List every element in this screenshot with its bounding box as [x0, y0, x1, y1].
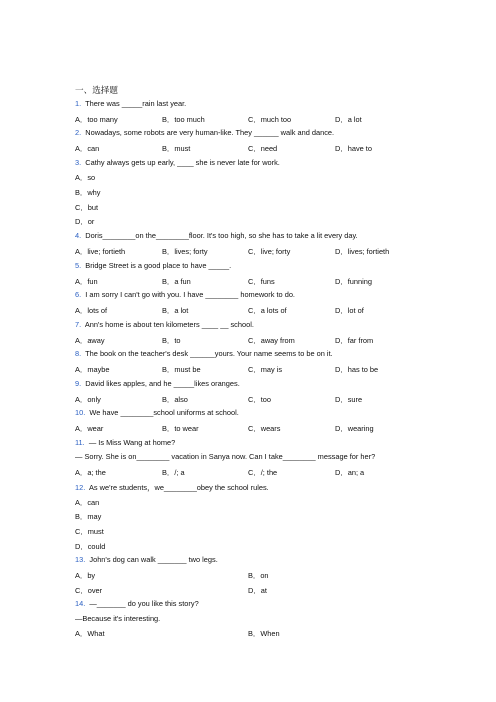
question-text: Nowadays, some robots are very human-like. They ______ walk and dance. — [85, 128, 335, 137]
question-text: — Is Miss Wang at home? — [88, 438, 176, 447]
question-text: John's dog can walk _______ two legs. — [89, 555, 218, 564]
question-number: 13. — [75, 555, 86, 564]
question-text: Doris________on the________floor. It's too high, so she has to take a lit every day. — [85, 231, 358, 240]
question-number: 7. — [75, 320, 82, 329]
option: A．too many — [75, 115, 118, 124]
option: D．could — [75, 542, 106, 551]
question-6 — [75, 290, 295, 299]
option: B．to wear — [162, 424, 199, 433]
question-number: 8. — [75, 349, 82, 358]
option: B．on — [248, 571, 269, 580]
option: A．wear — [75, 424, 104, 433]
option: C．much too — [248, 115, 292, 124]
option: B．must be — [162, 365, 201, 374]
question-number: 6. — [75, 290, 82, 299]
question-number: 10. — [75, 408, 86, 417]
option: A．fun — [75, 277, 98, 286]
option: B．a fun — [162, 277, 191, 286]
option: B．to — [162, 336, 181, 345]
question-text: The book on the teacher's desk ______yours. Your name seems to be on it. — [85, 349, 333, 358]
option: A．by — [75, 571, 96, 580]
question-number: 9. — [75, 379, 82, 388]
option: C．/; the — [248, 468, 278, 477]
option: C．too — [248, 395, 272, 404]
option: D．have to — [335, 144, 372, 153]
option: B．/; a — [162, 468, 185, 477]
question-8 — [75, 349, 333, 358]
question-number: 14. — [75, 599, 86, 608]
question-14 — [75, 599, 199, 608]
question-text: I am sorry I can't go with you. I have ________ homework to do. — [85, 290, 295, 299]
question-number: 1. — [75, 99, 82, 108]
question-4 — [75, 231, 358, 240]
question-text: There was _____rain last year. — [85, 99, 187, 108]
option: C．a lots of — [248, 306, 287, 315]
question-text: —_______ do you like this story? — [89, 599, 199, 608]
question-number: 2. — [75, 128, 82, 137]
option: A．maybe — [75, 365, 110, 374]
question-text: Bridge Street is a good place to have _____. — [85, 261, 232, 270]
option: C．may is — [248, 365, 283, 374]
question-text: As we're students，we________obey the school rules. — [88, 483, 269, 492]
question-9 — [75, 379, 240, 388]
question-text: Cathy always gets up early, ____ she is never late for work. — [85, 158, 280, 167]
option: B．a lot — [162, 306, 189, 315]
question-text: We have ________school uniforms at school. — [89, 408, 239, 417]
question-11 — [75, 438, 175, 447]
option: A．What — [75, 629, 105, 638]
question-3 — [75, 158, 280, 167]
option: D．funning — [335, 277, 372, 286]
option: B．When — [248, 629, 280, 638]
question-number: 11. — [75, 438, 85, 447]
option: D．a lot — [335, 115, 362, 124]
option: B．may — [75, 512, 102, 521]
option: C．funs — [248, 277, 275, 286]
option: C．over — [75, 586, 103, 595]
option: B．also — [162, 395, 188, 404]
option: D．or — [75, 217, 95, 226]
option: A．lots of — [75, 306, 108, 315]
option: A．away — [75, 336, 105, 345]
question-10 — [75, 408, 239, 417]
option: C．but — [75, 203, 99, 212]
question-text-continued: —Because it's interesting. — [75, 614, 161, 623]
question-text: David likes apples, and he _____likes oranges. — [85, 379, 240, 388]
option: A．a; the — [75, 468, 106, 477]
option: A．so — [75, 173, 96, 182]
option: D．has to be — [335, 365, 379, 374]
option: D．at — [248, 586, 267, 595]
option: A．can — [75, 144, 100, 153]
option: A．live; fortieth — [75, 247, 126, 256]
option: A．can — [75, 498, 100, 507]
question-text: Ann's home is about ten kilometers ____ __ school. — [84, 320, 254, 329]
question-2 — [75, 128, 334, 137]
option: D．lot of — [335, 306, 364, 315]
question-text-continued: — Sorry. She is on________ vacation in Sanya now. Can I take________ message for her? — [75, 452, 376, 461]
option: A．only — [75, 395, 101, 404]
question-7 — [75, 320, 254, 329]
question-5 — [75, 261, 231, 270]
option: B．must — [162, 144, 191, 153]
question-number: 12. — [75, 483, 86, 492]
option: B．lives; forty — [162, 247, 208, 256]
option: D．wearing — [335, 424, 374, 433]
question-13 — [75, 555, 218, 564]
question-1 — [75, 99, 186, 108]
question-number: 5. — [75, 261, 82, 270]
option: D．an; a — [335, 468, 365, 477]
question-number: 3. — [75, 158, 82, 167]
question-12 — [75, 482, 269, 493]
option: B．too much — [162, 115, 205, 124]
option: C．away from — [248, 336, 295, 345]
option: D．lives; fortieth — [335, 247, 390, 256]
option: B．why — [75, 188, 101, 197]
question-number: 4. — [75, 231, 82, 240]
section-title: 一、选择题 — [75, 85, 118, 95]
option: C．wears — [248, 424, 281, 433]
option: C．live; forty — [248, 247, 291, 256]
option: C．need — [248, 144, 278, 153]
option: D．far from — [335, 336, 374, 345]
option: D．sure — [335, 395, 363, 404]
option: C．must — [75, 527, 104, 536]
